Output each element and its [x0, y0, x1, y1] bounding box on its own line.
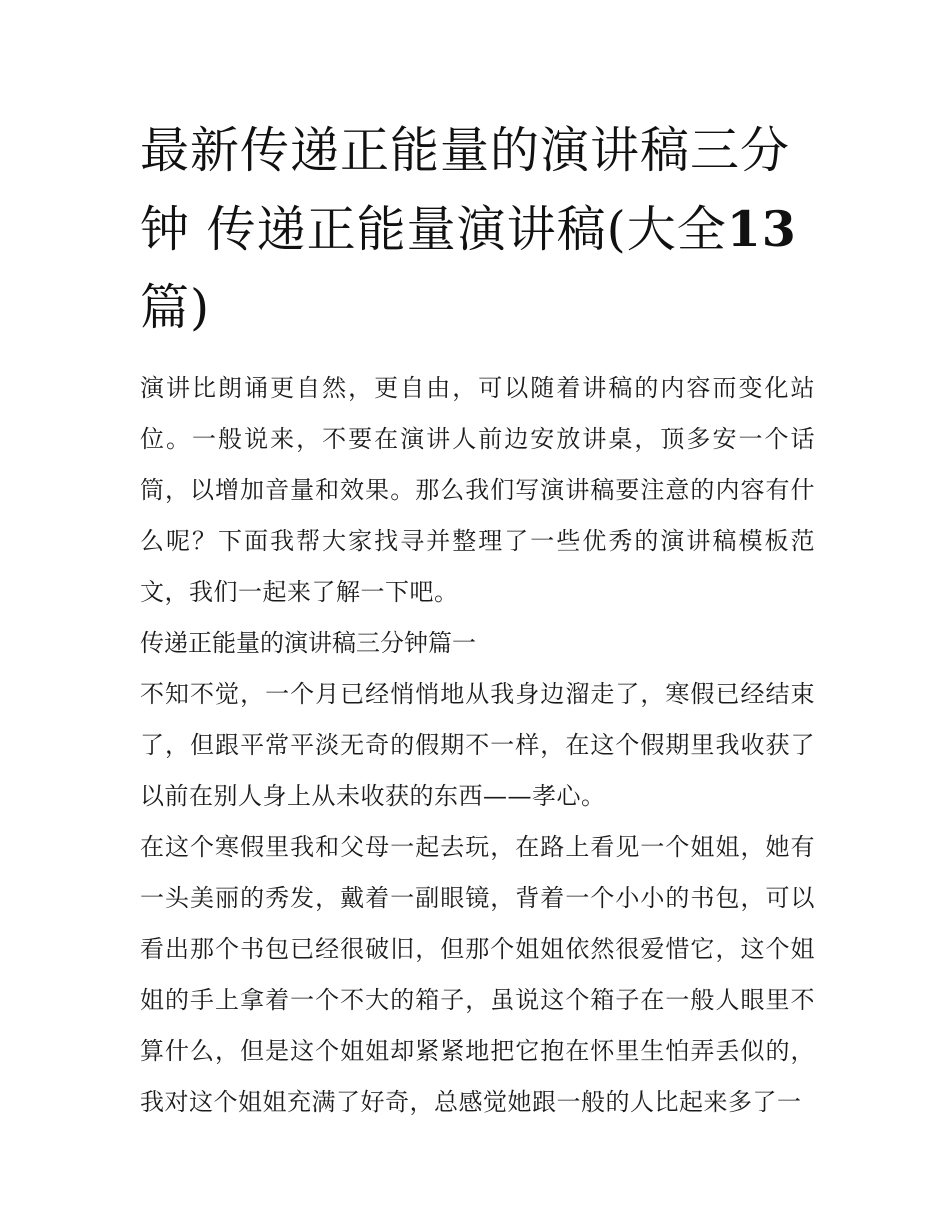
document-page: [140, 112, 815, 1128]
body-paragraph-1: 不知不觉，一个月已经悄悄地从我身边溜走了，寒假已经结束了，但跟平常平淡无奇的假期不一样，在这个假期里我收获了以前在别人身上从未收获的东西——孝心。: [140, 680, 815, 810]
body-paragraph-2: 在这个寒假里我和父母一起去玩，在路上看见一个姐姐，她有一头美丽的秀发，戴着一副眼镜，背着一个小小的书包，可以看出那个书包已经很破旧，但那个姐姐依然很爱惜它，这个姐姐的手上拿着一个不大的箱子，虽说这个箱子在一般人眼里不算什么，但是这个姐姐却紧紧地把它抱在怀里生怕弄丢似的，我对这个姐姐充满了好奇，总感觉她跟一般的人比起来多了一: [140, 833, 815, 1116]
intro-paragraph: 演讲比朗诵更自然，更自由，可以随着讲稿的内容而变化站位。一般说来，不要在演讲人前边安放讲桌，顶多安一个话筒，以增加音量和效果。那么我们写演讲稿要注意的内容有什么呢？下面我帮大家找寻并整理了一些优秀的演讲稿模板范文，我们一起来了解一下吧。: [140, 374, 815, 606]
title-suffix: 篇): [140, 279, 211, 336]
section-heading: 传递正能量的演讲稿三分钟篇一: [140, 629, 476, 657]
title-main: 最新传递正能量的演讲稿三分钟 传递正能量演讲稿(大全: [140, 122, 791, 258]
document-title: [140, 112, 815, 347]
title-number: 13: [726, 200, 797, 258]
